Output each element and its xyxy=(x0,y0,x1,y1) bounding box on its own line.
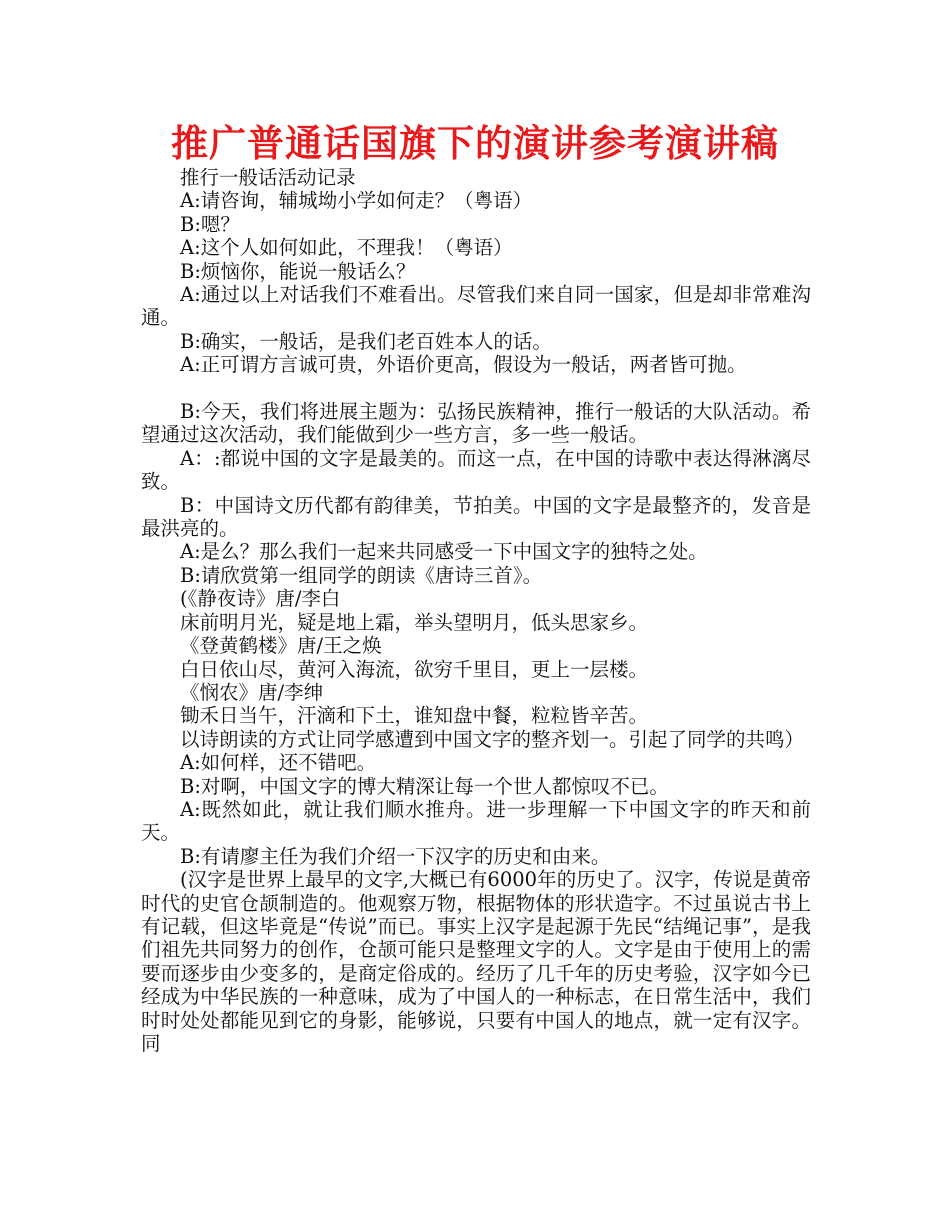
body-paragraph: A:这个人如何如此，不理我！（粤语） xyxy=(180,236,513,260)
body-paragraph: A:请咨询，辅城坳小学如何走？（粤语） xyxy=(180,189,533,213)
body-paragraph: B:请欣赏第一组同学的朗读《唐诗三首》。 xyxy=(180,563,543,587)
body-paragraph: B:对啊，中国文字的博大精深让每一个世人都惊叹不已。 xyxy=(180,774,669,798)
document-body xyxy=(141,166,811,1055)
body-paragraph: A:通过以上对话我们不难看出。尽管我们来自同一国家，但是却非常难沟通。 xyxy=(141,283,811,330)
body-paragraph: 《登黄鹤楼》唐/王之焕 xyxy=(180,634,382,658)
body-paragraph: B：中国诗文历代都有韵律美，节拍美。中国的文字是最整齐的，发音是最洪亮的。 xyxy=(141,493,811,541)
body-paragraph: A:是么？那么我们一起来共同感受一下中国文字的独特之处。 xyxy=(180,540,708,564)
body-paragraph: (《静夜诗》唐/李白 xyxy=(180,587,341,611)
body-paragraph: 以诗朗读的方式让同学感遭到中国文字的整齐划一。引起了同学的共鸣） xyxy=(180,727,805,751)
body-paragraph: B:有请廖主任为我们介绍一下汉字的历史和由来。 xyxy=(180,844,611,868)
body-paragraph: 床前明月光，疑是地上霜，举头望明月，低头思家乡。 xyxy=(180,610,649,634)
body-paragraph: 白日依山尽，黄河入海流，欲穷千里目，更上一层楼。 xyxy=(180,657,649,681)
blank-line xyxy=(141,377,811,400)
body-paragraph: B:今天，我们将进展主题为：弘扬民族精神，推行一般话的大队活动。希望通过这次活动，我们能做到少一些方言，多一些一般话。 xyxy=(141,400,811,447)
document-title: 推广普通话国旗下的演讲参考演讲稿 xyxy=(171,122,779,165)
body-paragraph: B:嗯？ xyxy=(180,212,240,236)
body-paragraph: B:确实，一般话，是我们老百姓本人的话。 xyxy=(180,329,552,353)
body-paragraph: (汉字是世界上最早的文字,大概已有6000年的历史了。汉字，传说是黄帝时代的史官仓颉制造的。他观察万物，根据物体的形状造字。不过虽说古书上有记载，但这毕竟是“传说”而已。事实上汉字是起源于先民“结绳记事”，是我们祖先共同努力的创作，仓颉可能只是整理文字的人。文字是由于使用上的需要而逐步由少变多的，是商定俗成的。经历了几千年的历史考验，汉字如今已经成为中华民族的一种意味，成为了中国人的一种标志，在日常生活中，我们时时处处都能见到它的身影，能够说，只要有中国人的地点，就一定有汉字。同 xyxy=(141,868,811,1056)
body-paragraph: A:如何样，还不错吧。 xyxy=(180,751,377,775)
body-paragraph: 推行一般话活动记录 xyxy=(180,166,356,189)
body-paragraph: A:既然如此，就让我们顺水推舟。进一步理解一下中国文字的昨天和前天。 xyxy=(141,797,811,845)
body-paragraph: B:烦恼你，能说一般话么？ xyxy=(180,259,416,283)
body-paragraph: A:正可谓方言诚可贵，外语价更高，假设为一般话，两者皆可抛。 xyxy=(180,353,747,377)
body-paragraph: A：:都说中国的文字是最美的。而这一点，在中国的诗歌中表达得淋漓尽致。 xyxy=(141,446,811,494)
body-paragraph: 锄禾日当午，汗滴和下土，谁知盘中餐，粒粒皆辛苦。 xyxy=(180,704,649,728)
body-paragraph: 《悯农》唐/李绅 xyxy=(180,680,324,704)
